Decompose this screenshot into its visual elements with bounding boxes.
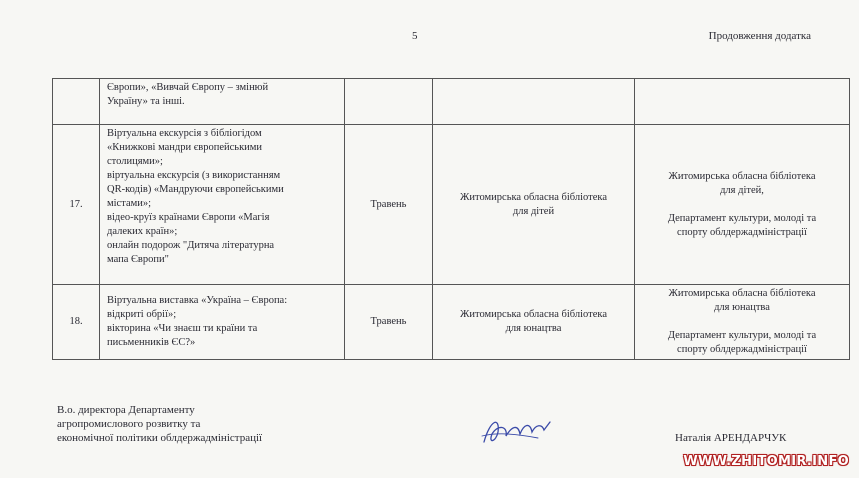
continuation-label: Продовження додатка	[708, 30, 811, 42]
responsible-line: для дітей,	[720, 184, 764, 196]
signatory-title	[57, 403, 262, 445]
event-line: Європи», «Вивчай Європу – змінюй	[107, 82, 269, 93]
row-number	[53, 79, 100, 125]
event-line: вікторина «Чи знаєш ти країни та	[107, 323, 258, 334]
responsible-cell	[635, 285, 850, 360]
organizer-line: для юнацтва	[505, 323, 562, 334]
organizer-cell	[433, 285, 635, 360]
event-line: «Книжкові мандри європейськими	[107, 142, 263, 153]
row-number: 17.	[53, 125, 100, 285]
organizer-cell	[433, 79, 635, 125]
responsible-line: спорту облдержадміністрації	[677, 226, 807, 238]
event-line: онлайн подорож "Дитяча літературна	[107, 240, 275, 251]
organizer-cell	[433, 125, 635, 285]
events-table	[52, 78, 850, 360]
signatory-name: Наталія АРЕНДАРЧУК	[675, 432, 787, 444]
responsible-line: спорту облдержадміністрації	[677, 344, 807, 355]
responsible-line: Житомирська обласна бібліотека	[668, 288, 816, 299]
responsible-line: Житомирська обласна бібліотека	[668, 170, 816, 182]
table-row	[53, 285, 850, 360]
organizer-line: Житомирська обласна бібліотека	[460, 309, 607, 320]
signatory-title-line: В.о. директора Департаменту	[57, 404, 195, 416]
events-cell	[100, 285, 345, 360]
event-line: відкриті обрії»;	[107, 309, 177, 320]
responsible-line: для юнацтва	[714, 302, 770, 313]
responsible-spacer	[639, 198, 845, 212]
event-line: віртуальна екскурсія (з використанням	[107, 170, 281, 181]
page-number: 5	[412, 30, 418, 42]
row-number: 18.	[53, 285, 100, 360]
event-line: QR-кодів) «Мандруючи європейськими	[107, 184, 284, 195]
month-cell: Травень	[345, 285, 433, 360]
event-line: містами»;	[107, 198, 152, 209]
event-line: Віртуальна виставка «Україна – Європа:	[107, 295, 288, 306]
responsible-cell	[635, 79, 850, 125]
event-line: відео-круїз країнами Європи «Магія	[107, 212, 270, 223]
responsible-spacer	[639, 315, 845, 329]
event-line: письменників ЄС?»	[107, 337, 196, 348]
table-row	[53, 79, 850, 125]
organizer-line: Житомирська обласна бібліотека	[460, 191, 607, 203]
table-row	[53, 125, 850, 285]
site-watermark: WWW.ZHITOMIR.INFO	[683, 454, 849, 469]
event-line: далеких країн»;	[107, 226, 178, 237]
signatory-title-line: економічної політики облдержадміністрації	[57, 432, 263, 444]
month-cell: Травень	[345, 125, 433, 285]
events-cell	[100, 79, 345, 125]
signatory-title-line: агропромислового розвитку та	[57, 418, 201, 430]
event-line: мапа Європи"	[107, 254, 169, 265]
organizer-line: для дітей	[512, 205, 555, 217]
handwritten-signature	[478, 412, 558, 452]
month-cell	[345, 79, 433, 125]
event-line: Україну» та інші.	[107, 96, 185, 107]
event-line: Віртуальна екскурсія з бібліогідом	[107, 128, 262, 139]
responsible-line: Департамент культури, молоді та	[667, 330, 817, 341]
responsible-cell	[635, 125, 850, 285]
responsible-line: Департамент культури, молоді та	[667, 212, 817, 224]
events-cell	[100, 125, 345, 285]
event-line: столицями»;	[107, 156, 163, 167]
